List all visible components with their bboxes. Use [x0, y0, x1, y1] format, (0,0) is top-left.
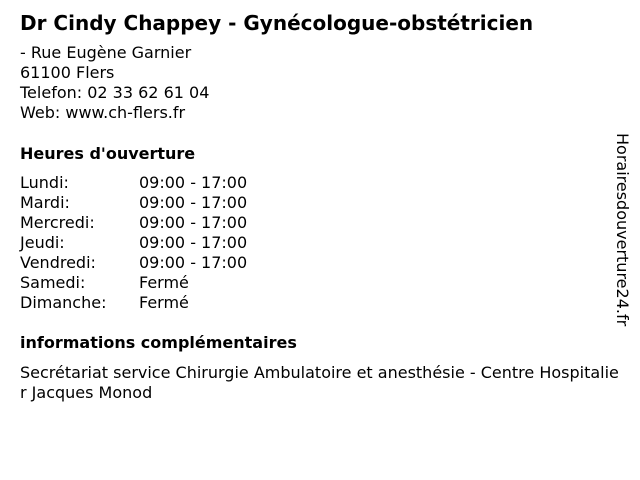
- hours-day: Dimanche:: [20, 293, 107, 312]
- hours-heading: Heures d'ouverture: [20, 144, 196, 163]
- address-block: [20, 43, 616, 123]
- hours-day: Samedi:: [20, 273, 86, 292]
- hours-row-mardi: [20, 193, 616, 213]
- opening-hours-table: [20, 173, 616, 313]
- page-title: Dr Cindy Chappey - Gynécologue-obstétricien: [20, 11, 534, 35]
- hours-row-dimanche: [20, 293, 616, 313]
- hours-day: Jeudi:: [20, 233, 65, 252]
- hours-row-mercredi: [20, 213, 616, 233]
- website: Web: www.ch-flers.fr: [20, 103, 186, 122]
- hours-day: Vendredi:: [20, 253, 96, 272]
- hours-row-vendredi: [20, 253, 616, 273]
- hours-day: Mardi:: [20, 193, 70, 212]
- hours-day: Mercredi:: [20, 213, 95, 232]
- hours-row-jeudi: [20, 233, 616, 253]
- hours-time: Fermé: [139, 273, 189, 292]
- business-listing: [20, 10, 619, 403]
- info-heading: informations complémentaires: [20, 333, 297, 352]
- phone-number: Telefon: 02 33 62 61 04: [20, 83, 210, 102]
- hours-day: Lundi:: [20, 173, 69, 192]
- hours-row-samedi: [20, 273, 616, 293]
- site-watermark: Horairesdouverture24.fr: [613, 133, 632, 327]
- hours-time: 09:00 - 17:00: [139, 193, 248, 212]
- hours-time: 09:00 - 17:00: [139, 173, 248, 192]
- hours-row-lundi: [20, 173, 616, 193]
- hours-time: 09:00 - 17:00: [139, 253, 248, 272]
- address-street: - Rue Eugène Garnier: [20, 43, 192, 62]
- hours-time: 09:00 - 17:00: [139, 233, 248, 252]
- address-city: 61100 Flers: [20, 63, 115, 82]
- hours-time: Fermé: [139, 293, 189, 312]
- hours-time: 09:00 - 17:00: [139, 213, 248, 232]
- info-text: Secrétariat service Chirurgie Ambulatoire et anesthésie - Centre Hospitalier Jacques Monod: [20, 363, 619, 402]
